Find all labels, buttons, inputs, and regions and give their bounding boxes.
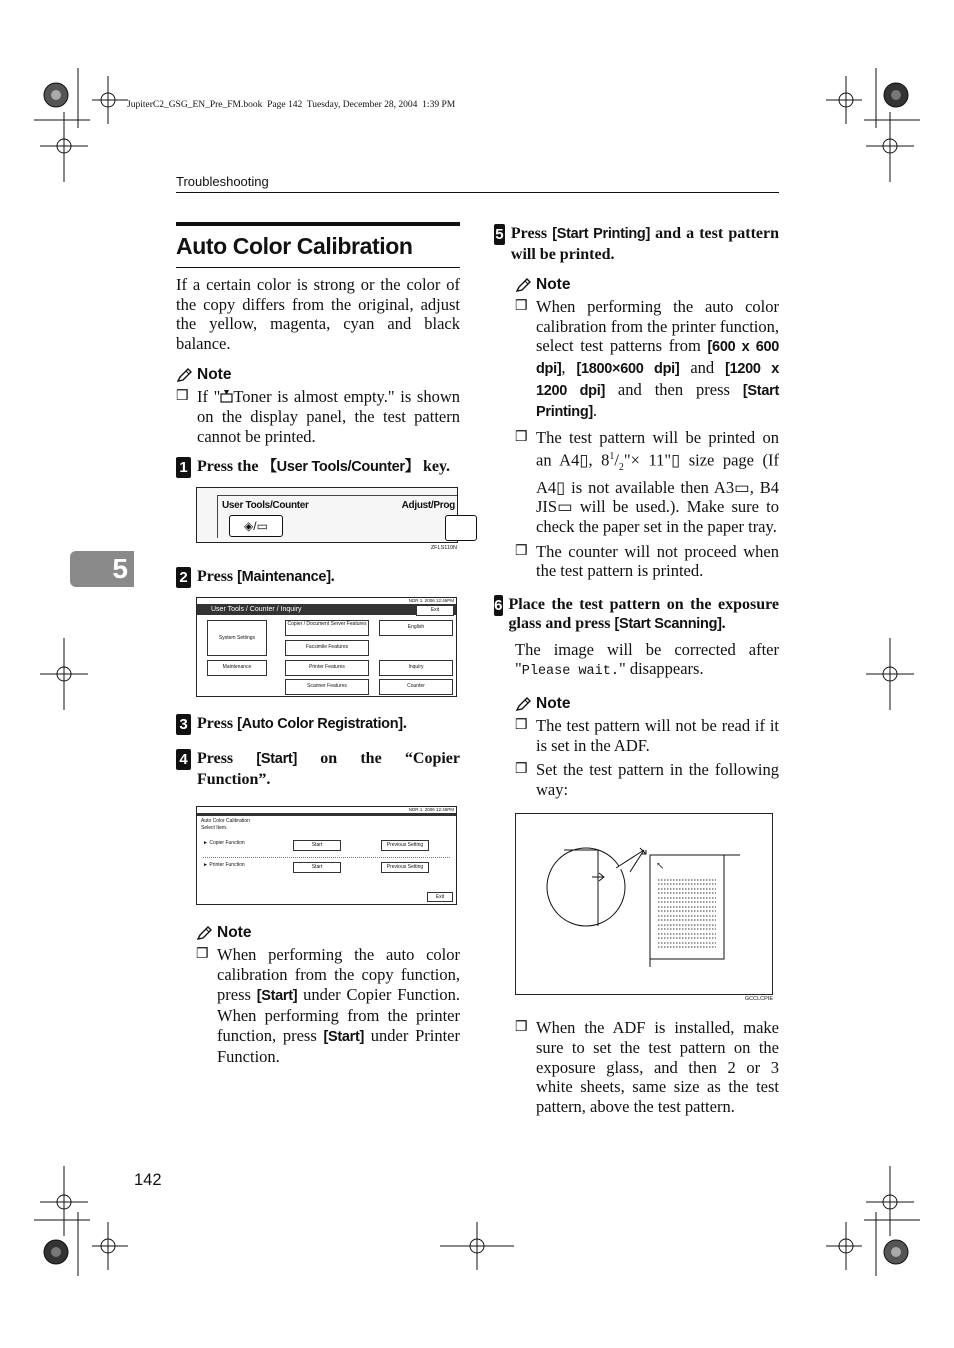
note-counter <box>515 542 779 581</box>
scanner-features-button[interactable] <box>285 679 369 695</box>
step-6-text: Place the test pattern on the exposure glass and press <box>508 595 779 633</box>
note4-text-6: , B4 JIS <box>536 477 779 517</box>
dpi-1800-key[interactable]: [1800×600 dpi] <box>576 360 680 377</box>
panel3-bar <box>197 813 456 816</box>
please-wait-message: Please wait. <box>521 664 619 680</box>
counter-button[interactable] <box>379 679 453 695</box>
pencil-icon <box>515 278 532 293</box>
note-adf-installed-text: When the ADF is installed, make sure to set the test pattern on the exposure glass, and then 2 or 3 white sheets, same size as the test pattern, above the test pattern. <box>536 1018 779 1116</box>
note-heading-3 <box>515 276 779 294</box>
english-label: English <box>407 624 425 631</box>
step-5-text: Press <box>510 225 553 242</box>
test-pattern-figure <box>515 813 773 995</box>
step-6-text-end: . <box>721 615 726 633</box>
user-tools-screen <box>196 597 457 697</box>
note-heading <box>176 366 460 384</box>
figure-code: GCCLCPIE <box>744 996 773 1003</box>
checkbox-glyph: ❒ <box>515 299 528 315</box>
dpi-1200-key[interactable]: [1200 x 1200 dpi] <box>536 360 779 399</box>
panel3-divider <box>203 857 450 858</box>
note-counter-text: The counter will not proceed when the test pattern is printed. <box>536 541 779 581</box>
note3-text-3: and <box>679 357 726 377</box>
panel2-title: User Tools / Counter / Inquiry <box>211 606 302 614</box>
step-6 <box>494 595 779 635</box>
section-header: Troubleshooting <box>176 174 269 189</box>
note-toner-post: Toner is almost empty." is shown on the display panel, the test pattern cannot be printed. <box>197 387 460 446</box>
facsimile-features-button[interactable] <box>285 640 369 656</box>
note-toner-pre: If " <box>197 387 221 407</box>
note3-text-2: , <box>561 357 577 377</box>
left-column <box>176 222 460 1067</box>
landscape-paper-icon: ▭ <box>734 477 750 497</box>
panel3-status: NDR 1. 2006 12:46PM <box>408 807 454 813</box>
english-button[interactable] <box>379 620 453 636</box>
note-label: Note <box>217 924 252 942</box>
start-key[interactable]: [Start] <box>256 751 297 768</box>
step-3-text-end: . <box>402 715 407 733</box>
checkbox-glyph: ❒ <box>515 718 528 734</box>
checkbox-glyph: ❒ <box>515 543 528 559</box>
panel2-exit-button[interactable]: Exit <box>416 605 454 616</box>
note3-text-5: . <box>592 401 598 421</box>
scanner-features-label: Scanner Features <box>307 683 347 690</box>
toner-icon <box>220 389 233 403</box>
maintenance-key[interactable]: [Maintenance] <box>237 569 331 586</box>
panel3-select: Select Item. <box>201 825 228 832</box>
step-2-text-end: . <box>330 568 335 586</box>
checkbox-glyph: ❒ <box>515 429 528 445</box>
note2-text-3: under Printer Function. <box>217 1025 460 1067</box>
panel1-code: ZFLS110N <box>430 545 457 552</box>
adjust-button[interactable] <box>445 515 477 541</box>
panel3-row2: ► Printer Function <box>203 862 245 869</box>
maintenance-label: Maintenance <box>222 664 252 671</box>
system-settings-button[interactable] <box>207 620 267 656</box>
printer-start-button[interactable]: Start <box>293 862 341 873</box>
step-3-number: 3 <box>176 714 191 735</box>
system-settings-label: System Settings <box>218 635 256 642</box>
checkbox-glyph: ❒ <box>515 762 528 778</box>
step-5-text-end: and a test pattern will be printed. <box>510 225 780 263</box>
portrait-paper-icon: ▯ <box>579 450 589 470</box>
note2-text-2: under Copier Function. When performing from the printer function, press <box>217 984 460 1045</box>
step-1 <box>176 457 460 478</box>
fraction-slash: / <box>614 450 619 470</box>
printer-features-button[interactable] <box>285 660 369 676</box>
title-rule-top <box>176 222 460 226</box>
note-adf-text: The test pattern will not be read if it is set in the ADF. <box>536 716 779 755</box>
note-toner <box>176 387 460 446</box>
fraction-denominator: 2 <box>618 462 624 474</box>
step-2-text: Press <box>197 568 238 586</box>
note-label: Note <box>197 366 232 384</box>
file-info: JupiterC2_GSG_EN_Pre_FM.book Page 142 Tuesday, December 28, 2004 1:39 PM <box>127 100 456 110</box>
note-set-pattern <box>515 760 779 799</box>
step-4-text-end: on the “Copier Function”. <box>197 750 460 788</box>
user-tools-button[interactable]: ◈/▭ <box>229 515 283 537</box>
auto-color-calibration-screen <box>196 806 457 905</box>
note-label: Note <box>536 276 571 294</box>
step-3 <box>176 714 460 735</box>
step-4-text: Press <box>197 750 257 768</box>
note3-text-4: and then press <box>604 379 743 399</box>
checkbox-glyph: ❒ <box>515 1020 528 1036</box>
start-key[interactable]: [Start] <box>323 1028 365 1045</box>
user-tools-counter-key[interactable]: 【User Tools/Counter】 <box>262 459 419 476</box>
panel3-row1: ► Copier Function <box>203 840 245 847</box>
chapter-number: 5 <box>112 553 128 584</box>
copier-function-label: Copier Function <box>209 840 245 847</box>
printer-previous-setting-button[interactable]: Previous Setting <box>381 862 429 873</box>
note-printer-function <box>515 297 779 423</box>
note4-text-2: , 8 <box>588 450 610 470</box>
note4-text-4: size page (If A4 <box>536 450 779 497</box>
copier-features-button[interactable] <box>285 620 369 636</box>
copier-start-button[interactable]: Start <box>293 840 341 851</box>
maintenance-button[interactable] <box>207 660 267 676</box>
control-panel-image <box>196 487 458 552</box>
note-set-pattern-text: Set the test pattern in the following way: <box>536 760 779 799</box>
placement-diagram <box>516 814 772 994</box>
page-number: 142 <box>134 1171 162 1189</box>
panel2-status: NDR 1. 2006 12:46PM <box>408 598 454 604</box>
panel3-exit-button[interactable]: Exit <box>427 892 453 902</box>
note4-text-7: will be used.). Make sure to check the paper set in the paper tray. <box>536 497 779 536</box>
start-printing-key[interactable]: [Start Printing] <box>552 226 651 242</box>
step-4-number: 4 <box>176 749 191 770</box>
note-paper-size <box>515 428 779 537</box>
pencil-icon <box>196 926 213 941</box>
facsimile-features-label: Facsimile Features <box>305 644 349 651</box>
step6-desc-post: " disappears. <box>618 659 704 679</box>
dpi-600-key[interactable]: [600 x 600 dpi] <box>536 339 779 377</box>
page-title: Auto Color Calibration <box>176 233 413 259</box>
panel3-title: Auto Color Calibration <box>201 818 250 825</box>
fraction-numerator: 1 <box>609 451 615 463</box>
inquiry-label: Inquiry <box>408 664 424 671</box>
step-3-text: Press <box>197 715 238 733</box>
header-rule <box>176 192 779 193</box>
step-1-text: Press the <box>197 458 263 476</box>
auto-color-registration-key[interactable]: [Auto Color Registration] <box>237 716 403 733</box>
note-heading-4 <box>515 695 779 713</box>
start-printing-key[interactable]: [Start Printing] <box>536 382 779 421</box>
printer-function-label: Printer Function <box>209 862 245 869</box>
inquiry-button[interactable] <box>379 660 453 676</box>
note-adf <box>515 716 779 755</box>
note-copy-function <box>196 945 460 1067</box>
chapter-tab <box>70 551 134 587</box>
checkbox-glyph: ❒ <box>176 389 189 405</box>
note-label: Note <box>536 695 571 713</box>
step-1-text-end: key. <box>418 458 451 476</box>
step-5-number: 5 <box>495 226 504 243</box>
note-heading-2 <box>196 924 460 942</box>
panel1-label-left: User Tools/Counter <box>222 500 309 512</box>
svg-text:↖: ↖ <box>656 861 665 873</box>
pencil-icon <box>176 368 193 383</box>
start-scanning-key[interactable]: [Start Scanning] <box>614 616 722 633</box>
copier-features-label: Copier / Document Server Features <box>287 621 367 628</box>
note4-text-1: The test pattern will be printed on an A4 <box>536 427 779 470</box>
counter-label: Counter <box>407 683 425 690</box>
portrait-paper-icon: ▯ <box>556 477 566 497</box>
landscape-paper-icon: ▭ <box>557 497 573 517</box>
step-5 <box>494 224 779 264</box>
pencil-icon <box>515 697 532 712</box>
note3-text-1: When performing the auto color calibration from the printer function, select test patterns from <box>536 297 779 356</box>
note4-text-5: is not available then A3 <box>565 477 735 497</box>
panel1-label-right: Adjust/Prog <box>401 500 455 512</box>
start-key[interactable]: [Start] <box>256 987 298 1004</box>
step-6-number: 6 <box>494 596 503 614</box>
portrait-paper-icon: ▯ <box>671 450 681 470</box>
step6-desc-pre: The image will be corrected after " <box>515 639 779 679</box>
step-6-description <box>515 640 779 682</box>
step-1-number: 1 <box>176 457 191 478</box>
printer-features-label: Printer Features <box>309 664 345 671</box>
right-column <box>494 222 779 1116</box>
step-4 <box>176 749 460 789</box>
checkbox-glyph: ❒ <box>196 947 209 963</box>
step-2 <box>176 567 460 588</box>
step-2-number: 2 <box>176 567 191 588</box>
note4-text-3: "× 11" <box>623 450 672 470</box>
note-adf-installed <box>515 1018 779 1116</box>
copier-previous-setting-button[interactable]: Previous Setting <box>381 840 429 851</box>
title-rule-bottom <box>176 267 460 268</box>
intro-paragraph: If a certain color is strong or the color of the copy differs from the original, adjust the yellow, magenta, cyan and black balance. <box>176 275 460 353</box>
note2-text-1: When performing the auto color calibration from the copy function, press <box>217 945 460 1004</box>
